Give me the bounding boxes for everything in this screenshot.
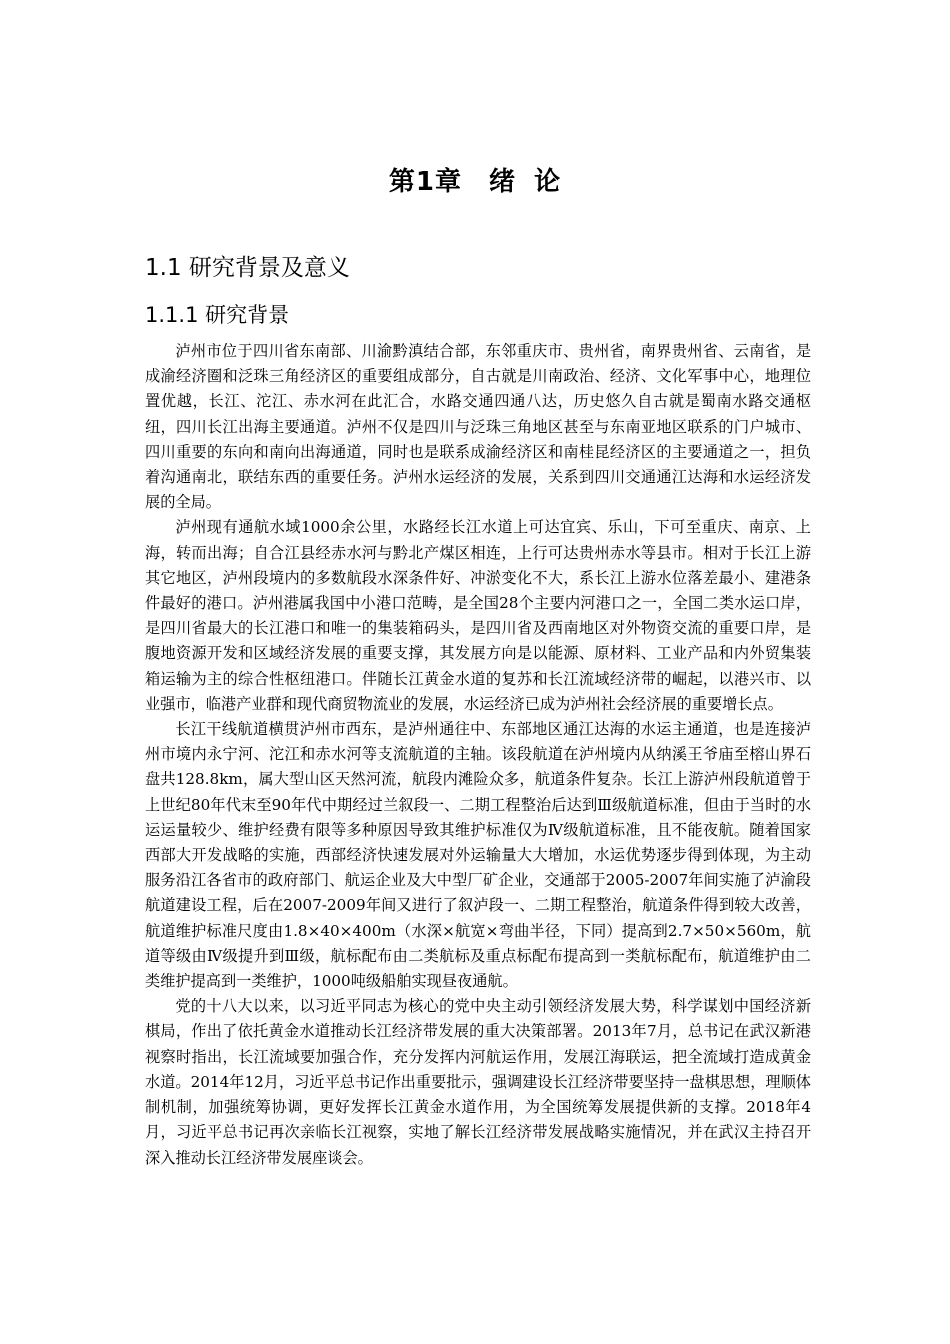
body-text	[145, 339, 811, 1171]
paragraph-4: 党的十八大以来，以习近平同志为核心的党中央主动引领经济发展大势，科学谋划中国经济新棋局，作出了依托黄金水道推动长江经济带发展的重大决策部署。2013年7月，总书记在武汉新港视察时指出，长江流域要加强合作，充分发挥内河航运作用，发展江海联运，把全流域打造成黄金水道。2014年12月，习近平总书记作出重要批示，强调建设长江经济带要坚持一盘棋思想，理顺体制机制，加强统筹协调，更好发挥长江黄金水道作用，为全国统筹发展提供新的支撑。2018年4月，习近平总书记再次亲临长江视察，实地了解长江经济带发展战略实施情况，并在武汉主持召开深入推动长江经济带发展座谈会。	[145, 997, 811, 1167]
subsection-heading: 1.1.1 研究背景	[145, 303, 290, 327]
paragraph-2: 泸州现有通航水域1000余公里，水路经长江水道上可达宜宾、乐山，下可至重庆、南京、上海，转而出海；自合江县经赤水河与黔北产煤区相连，上行可达贵州赤水等县市。相对于长江上游其它地区，泸州段境内的多数航段水深条件好、冲淤变化不大，系长江上游水位落差最小、建港条件最好的港口。泸州港属我国中小港口范畴，是全国28个主要内河港口之一，全国二类水运口岸，是四川省最大的长江港口和唯一的集装箱码头，是四川省及西南地区对外物资交流的重要口岸，是腹地资源开发和区域经济发展的重要支撑，其发展方向是以能源、原材料、工业产品和内外贸集装箱运输为主的综合性枢纽港口。伴随长江黄金水道的复苏和长江流域经济带的崛起，以港兴市、以业强市，临港产业群和现代商贸物流业的发展，水运经济已成为泸州社会经济展的重要增长点。	[145, 518, 811, 713]
chapter-title: 第1章 绪 论	[388, 167, 562, 197]
paragraph-1: 泸州市位于四川省东南部、川渝黔滇结合部，东邻重庆市、贵州省，南界贵州省、云南省，是成渝经济圈和泛珠三角经济区的重要组成部分，自古就是川南政治、经济、文化军事中心，地理位置优越，长江、沱江、赤水河在此汇合，水路交通四通八达，历史悠久自古就是蜀南水路交通枢纽，四川长江出海主要通道。泸州不仅是四川与泛珠三角地区甚至与东南亚地区联系的门户城市、四川重要的东向和南向出海通道，同时也是联系成渝经济区和南桂昆经济区的主要通道之一，担负着沟通南北，联结东西的重要任务。泸州水运经济的发展，关系到四川交通通江达海和水运经济发展的全局。	[145, 342, 811, 512]
section-heading: 1.1 研究背景及意义	[145, 255, 350, 281]
paragraph-3: 长江干线航道横贯泸州市西东，是泸州通往中、东部地区通江达海的水运主通道，也是连接泸州市境内永宁河、沱江和赤水河等支流航道的主轴。该段航道在泸州境内从纳溪王爷庙至榕山界石盘共128.8km，属大型山区天然河流，航段内滩险众多，航道条件复杂。长江上游泸州段航道曾于上世纪80年代末至90年代中期经过兰叙段一、二期工程整治后达到Ⅲ级航道标准，但由于当时的水运运量较少、维护经费有限等多种原因导致其维护标准仅为Ⅳ级航道标准，且不能夜航。随着国家西部大开发战略的实施，西部经济快速发展对外运输量大大增加，水运优势逐步得到体现，为主动服务沿江各省市的政府部门、航运企业及大中型厂矿企业，交通部于2005-2007年间实施了泸渝段航道建设工程，后在2007-2009年间又进行了叙泸段一、二期工程整治，航道条件得到较大改善，航道维护标准尺度由1.8×40×400m（水深×航宽×弯曲半径，下同）提高到2.7×50×560m，航道等级由Ⅳ级提升到Ⅲ级，航标配布由二类航标及重点标配布提高到一类航标配布，航道维护由二类维护提高到一类维护，1000吨级船舶实现昼夜通航。	[145, 720, 811, 991]
